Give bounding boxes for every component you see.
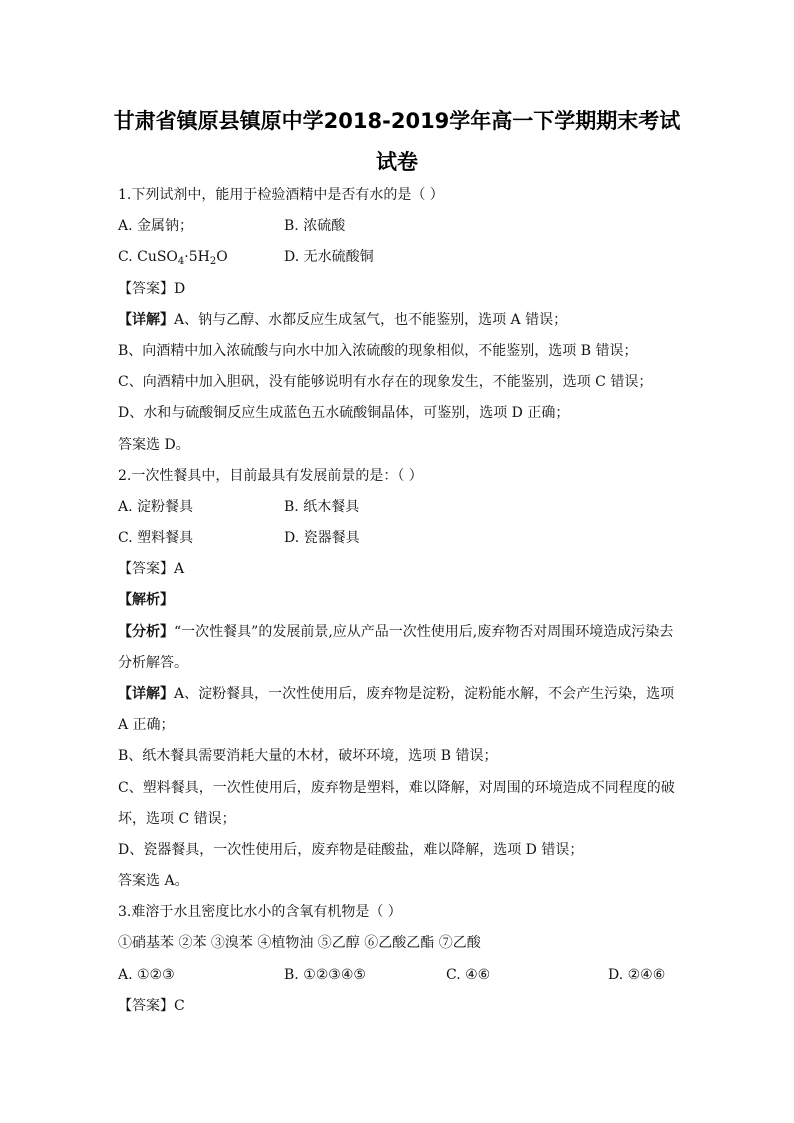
q2-detail-line1b: A 正确； <box>118 717 175 733</box>
q3-option-c: C. ④⑥ <box>446 967 491 983</box>
q2-fenxi-text1: “一次性餐具”的发展前景,应从产品一次性使用后,废弃物否对周围环境造成污染去 <box>174 624 674 640</box>
q1-conclusion: 答案选 D。 <box>118 437 190 453</box>
q3-items: ①硝基苯 ②苯 ③溴苯 ④植物油 ⑤乙醇 ⑥乙酸乙酯 ⑦乙酸 <box>118 935 481 951</box>
q2-fenxi-label: 【分析】 <box>118 624 174 640</box>
q1-option-c-end: O <box>216 249 228 265</box>
q2-detail-line2: B、纸木餐具需要消耗大量的木材，破坏环境，选项 B 错误； <box>118 748 498 764</box>
q1-option-c-sub2: 2 <box>209 256 217 267</box>
q1-detail-line1 <box>118 310 567 330</box>
q3-option-d: D. ②④⑥ <box>608 967 666 983</box>
q3-answer: 【答案】C <box>118 998 185 1014</box>
q2-stem: 2.一次性餐具中，目前最具有发展前景的是：（ ） <box>118 468 423 484</box>
q3-option-b: B. ①②③④⑤ <box>284 967 366 983</box>
q2-detail-text1: A、淀粉餐具，一次性使用后，废弃物是淀粉，淀粉能水解，不会产生污染，选项 <box>174 686 675 702</box>
q2-option-d: D. 瓷器餐具 <box>284 530 360 546</box>
q1-option-c-sub1: 4 <box>177 256 185 267</box>
q2-option-b: B. 纸木餐具 <box>284 499 360 515</box>
q1-option-c <box>118 247 228 272</box>
q3-option-a: A. ①②③ <box>118 967 175 983</box>
q1-option-c-mid: ·5H <box>184 249 210 265</box>
q2-detail-line4: D、瓷器餐具，一次性使用后，废弃物是硅酸盐，难以降解，选项 D 错误； <box>118 842 584 858</box>
q1-option-c-prefix: C. CuSO <box>118 249 178 265</box>
q2-detail-line1 <box>118 684 674 704</box>
q1-option-b: B. 浓硫酸 <box>284 218 346 234</box>
q2-fenxi-line2: 分析解答。 <box>118 655 188 671</box>
q2-detail-line3: C、塑料餐具，一次性使用后，废弃物是塑料，难以降解，对周围的环境造成不同程度的破 <box>118 780 675 796</box>
q1-detail-line2: B、向酒精中加入浓硫酸与向水中加入浓硫酸的现象相似，不能鉴别，选项 B 错误； <box>118 343 638 359</box>
q2-detail-line3b: 坏，选项 C 错误； <box>118 811 236 827</box>
q1-detail-text1: A、钠与乙醇、水都反应生成氢气，也不能鉴别，选项 A 错误； <box>174 312 568 328</box>
q2-conclusion: 答案选 A。 <box>118 873 189 889</box>
q2-analysis-label: 【解析】 <box>118 592 174 608</box>
q2-detail-label: 【详解】 <box>118 686 174 702</box>
q1-stem: 1.下列试剂中，能用于检验酒精中是否有水的是（ ） <box>118 187 444 203</box>
q1-answer: 【答案】D <box>118 281 186 297</box>
q1-detail-line3: C、向酒精中加入胆矾，没有能够说明有水存在的现象发生，不能鉴别，选项 C 错误； <box>118 374 653 390</box>
q2-fenxi-line1 <box>118 622 673 642</box>
q3-stem: 3.难溶于水且密度比水小的含氧有机物是（ ） <box>118 904 402 920</box>
document-title-line1: 甘肃省镇原县镇原中学2018-2019学年高一下学期期末考试 <box>113 109 681 133</box>
q2-answer: 【答案】A <box>118 561 185 577</box>
q1-detail-line4: D、水和与硫酸铜反应生成蓝色五水硫酸铜晶体，可鉴别，选项 D 正确； <box>118 405 570 421</box>
document-title-line2: 试卷 <box>376 150 418 174</box>
q2-option-a: A. 淀粉餐具 <box>118 499 194 515</box>
q1-option-a: A. 金属钠； <box>118 218 194 234</box>
q1-detail-label: 【详解】 <box>118 312 174 328</box>
q1-option-d: D. 无水硫酸铜 <box>284 249 374 265</box>
q2-option-c: C. 塑料餐具 <box>118 530 194 546</box>
